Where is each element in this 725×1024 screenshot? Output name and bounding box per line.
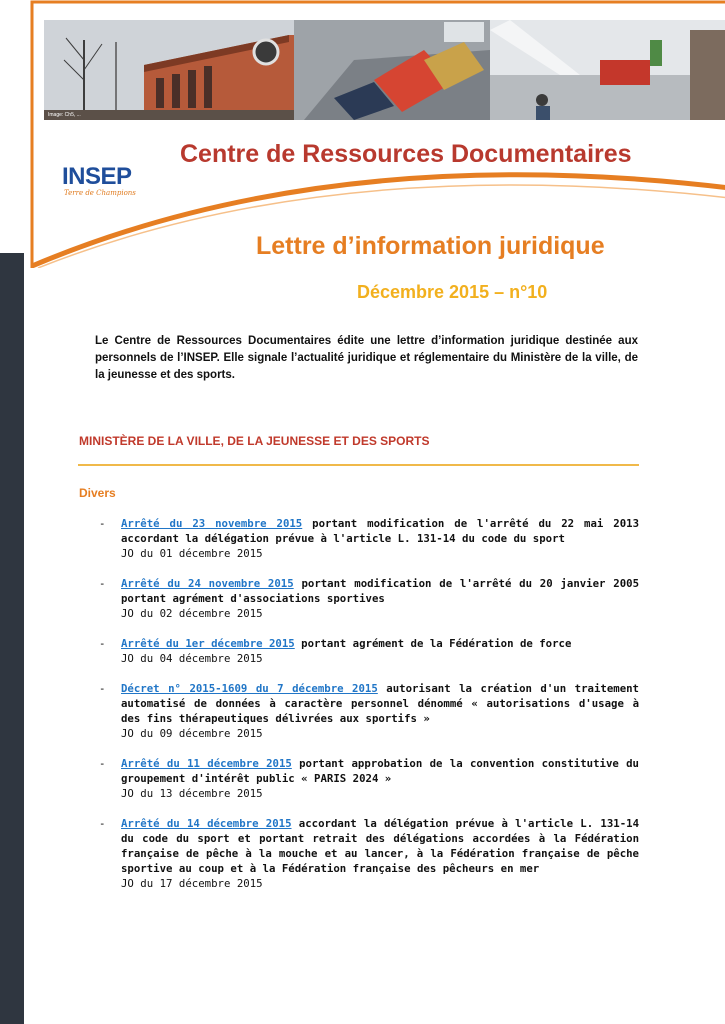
sidebar-strip (0, 253, 24, 1024)
reading-room-photo (490, 20, 725, 120)
intro-paragraph: Le Centre de Ressources Documentaires édite une lettre d’information juridique destinée aux personnels de l’INSEP. Elle signale l’actualité juridique et réglementaire du Ministère de la ville, de la jeunesse et des sports. (95, 335, 638, 381)
section-heading: MINISTÈRE DE LA VILLE, DE LA JEUNESSE ET DES SPORTS (79, 434, 430, 448)
list-dash: - (99, 637, 106, 650)
entry-link[interactable]: Arrêté du 23 novembre 2015 (121, 517, 303, 530)
entry-jo-date: JO du 04 décembre 2015 (121, 652, 263, 665)
entry-text: accordant la délégation prévue à l'article L. 131-14 du code du sport et portant retrait des délégations accordées à la Fédération française de pêche à la mouche et au lancer, à la Fédération française de pêche sportive au coup et à la Fédération française des pêcheurs en mer (121, 817, 640, 875)
entry-jo-date: JO du 17 décembre 2015 (121, 877, 263, 890)
entry-main (121, 516, 639, 546)
newsletter-title: Lettre d’information juridique (256, 232, 605, 260)
entry-link[interactable]: Arrêté du 11 décembre 2015 (121, 757, 292, 770)
entry-jo-date: JO du 13 décembre 2015 (121, 787, 263, 800)
issue-date: Décembre 2015 – n°10 (357, 282, 548, 302)
list-dash: - (99, 817, 106, 830)
entry-main (121, 681, 639, 726)
entry-main (121, 576, 639, 606)
list-item (99, 816, 639, 891)
entry-main (121, 756, 639, 786)
list-dash: - (99, 517, 106, 530)
entry-main (121, 636, 639, 651)
list-dash: - (99, 682, 106, 695)
photo-credit: Image: Ch5, ... (48, 112, 81, 118)
list-item (99, 576, 639, 621)
entry-text: autorisant la création d'un traitement automatisé de données à caractère personnel dénommé « autorisations d'usage à des fins thérapeutiques délivrées aux sportifs » (121, 682, 639, 725)
entry-link[interactable]: Arrêté du 24 novembre 2015 (121, 577, 294, 590)
list-item (99, 516, 639, 561)
entry-jo-date: JO du 02 décembre 2015 (121, 607, 263, 620)
entry-text: portant agrément de la Fédération de force (294, 637, 572, 650)
header-photo-strip (44, 20, 725, 120)
list-item (99, 681, 639, 741)
logo-tagline: Terre de Champions (64, 189, 136, 197)
center-title: Centre de Ressources Documentaires (180, 140, 632, 168)
list-dash: - (99, 757, 106, 770)
entry-text: portant modification de l'arrêté du 20 janvier 2005 portant agrément d'associations sportives (121, 577, 640, 605)
entry-link[interactable]: Décret n° 2015-1609 du 7 décembre 2015 (121, 682, 378, 695)
list-item (99, 756, 639, 801)
entry-main (121, 816, 639, 876)
entry-text: portant modification de l'arrêté du 22 mai 2013 accordant la délégation prévue à l'article L. 131-14 du code du sport (121, 517, 639, 545)
list-item (99, 636, 639, 666)
entry-jo-date: JO du 09 décembre 2015 (121, 727, 263, 740)
library-display-photo (294, 20, 490, 120)
insep-logo (62, 165, 142, 205)
legal-entries-list (99, 516, 639, 906)
subsection-heading: Divers (79, 486, 116, 500)
logo-word: INSEP (62, 163, 132, 190)
section-divider (78, 464, 639, 466)
entry-jo-date: JO du 01 décembre 2015 (121, 547, 263, 560)
entry-text: portant approbation de la convention constitutive du groupement d'intérêt public « PARIS 2024 » (121, 757, 639, 785)
entry-link[interactable]: Arrêté du 1er décembre 2015 (121, 637, 295, 650)
list-dash: - (99, 577, 106, 590)
entry-link[interactable]: Arrêté du 14 décembre 2015 (121, 817, 292, 830)
building-photo (44, 20, 294, 120)
